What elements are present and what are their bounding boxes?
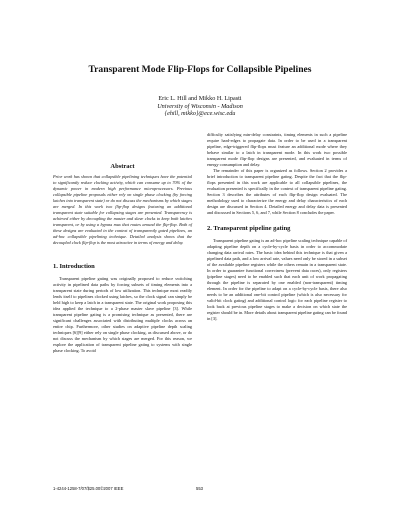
paper-title: Transparent Mode Flip-Flops for Collapsible Pipelines (88, 64, 312, 75)
abstract-heading: Abstract (110, 163, 135, 170)
section2-heading: 2. Transparent pipeline gating (207, 225, 291, 232)
footer-id: 1-4244-1258-7/07/$25.00©2007 IEEE (53, 486, 124, 491)
intro-heading: 1. Introduction (53, 263, 95, 270)
section2-text: Transparent pipeline gating is an ad-hoc pipeline scaling technique capable of adapting pipeline depth on a cycle-by-cycle basis in order to accommodate changing data arrival rates. The basic idea behind this technique is that given a pipelined data path, and a low arrival rate, values need only be stored in a subset of the available pipeline registers while the others remain in a transparent state. In order to guarantee functional correctness (prevent data races), only registers (pipeline stages) need to be enabled such that each unit of work propagating through the pipeline is separated by one enabled (non-transparent) timing element. In order for the pipeline to adapt on a cycle-by-cycle basis, there also needs to be an additional one-bit control pipeline (which is also necessary for valid-bit clock gating) and additional control logic for each pipeline register to look back at previous pipeline stages to make a decision on which state the register should be in. More details about transparent pipeline gating can be found in [3]. (207, 238, 347, 321)
right-paragraph-1: difficulty satisfying min-delay constraints, timing elements in such a pipeline require hard-edges to propagate data. In order to be used in a transparent pipeline, edge-triggered flip-flops must feature an additional mode where they behave similar to a latch in transparent mode. In this work two possible transparent mode flip-flop designs are presented, and evaluated in terms of energy consumption and delay. (207, 132, 347, 167)
author-block (0, 95, 400, 118)
right-paragraph-2: The remainder of this paper is organized as follows. Section 2 provides a brief introduction to transparent pipeline gating. Despite the fact that the flip-flops presented in this work are applicable to all collapsible pipelines, the evaluation presented is specifically in the context of transparent pipeline gating. Section 3 describes the attributes of each flip-flop design evaluated. The methodology used to characterize the energy and delay characteristics of each design are discussed in Section 4. Detailed energy and delay data is presented and discussed in Sections 5, 6, and 7, while Section 8 concludes the paper. (207, 168, 347, 215)
left-column (53, 164, 192, 354)
right-column (207, 132, 347, 322)
page-number: 553 (196, 486, 203, 491)
intro-text: Transparent pipeline gating was originally proposed to reduce switching activity in pipelined data paths by forcing subsets of timing elements into a transparent state during periods of low utilization. This technique most readily lends itself to pipelines clocked using latches, so the clock signal can simply be held high to keep a latch in a transparent state. The original work proposing this idea applied the technique to a 2-phase master slave pipeline [3]. While transparent pipeline gating is a promising technique as presented, there are significant challenges associated with distributing multiple clocks across an entire chip. Furthermore, other studies on adaptive pipeline depth scaling techniques [6][9] either rely on single phase clocking, as discussed above, or do not discuss the mechanism by which stages are merged. For this reason, we explore the application of transparent pipeline gating to systems with single phase clocking. To avoid (53, 276, 192, 353)
abstract-text: Prior work has shown that collapsible pipelining techniques have the potential to significantly reduce clocking activity, which can consume up to 70% of the dynamic power in modern high performance microprocessors. Previous collapsible pipeline proposals either rely on single phase clocking (by forcing latches into transparent state) or do not discuss the mechanisms by which stages are merged. In this work two flip-flop designs featuring an additional transparent state suitable for collapsing stages are presented. Transparency is achieved either by decoupling the master and slave clocks to keep both latches transparent, or by using a bypass mux that routes around the flip-flop. Both of these designs are evaluated in the context of transparently gated pipelines, an ad-hoc collapsible pipelining technique. Detailed analysis shows that the decoupled clock flip-flop is the most attractive in terms of energy and delay. (53, 174, 192, 245)
author-names: Eric L. Hill and Mikko H. Lipasti (158, 95, 242, 102)
author-affiliation: University of Wisconsin - Madison (157, 102, 243, 110)
author-email: {ehill, mikko}@ece.wisc.edu (164, 110, 236, 118)
